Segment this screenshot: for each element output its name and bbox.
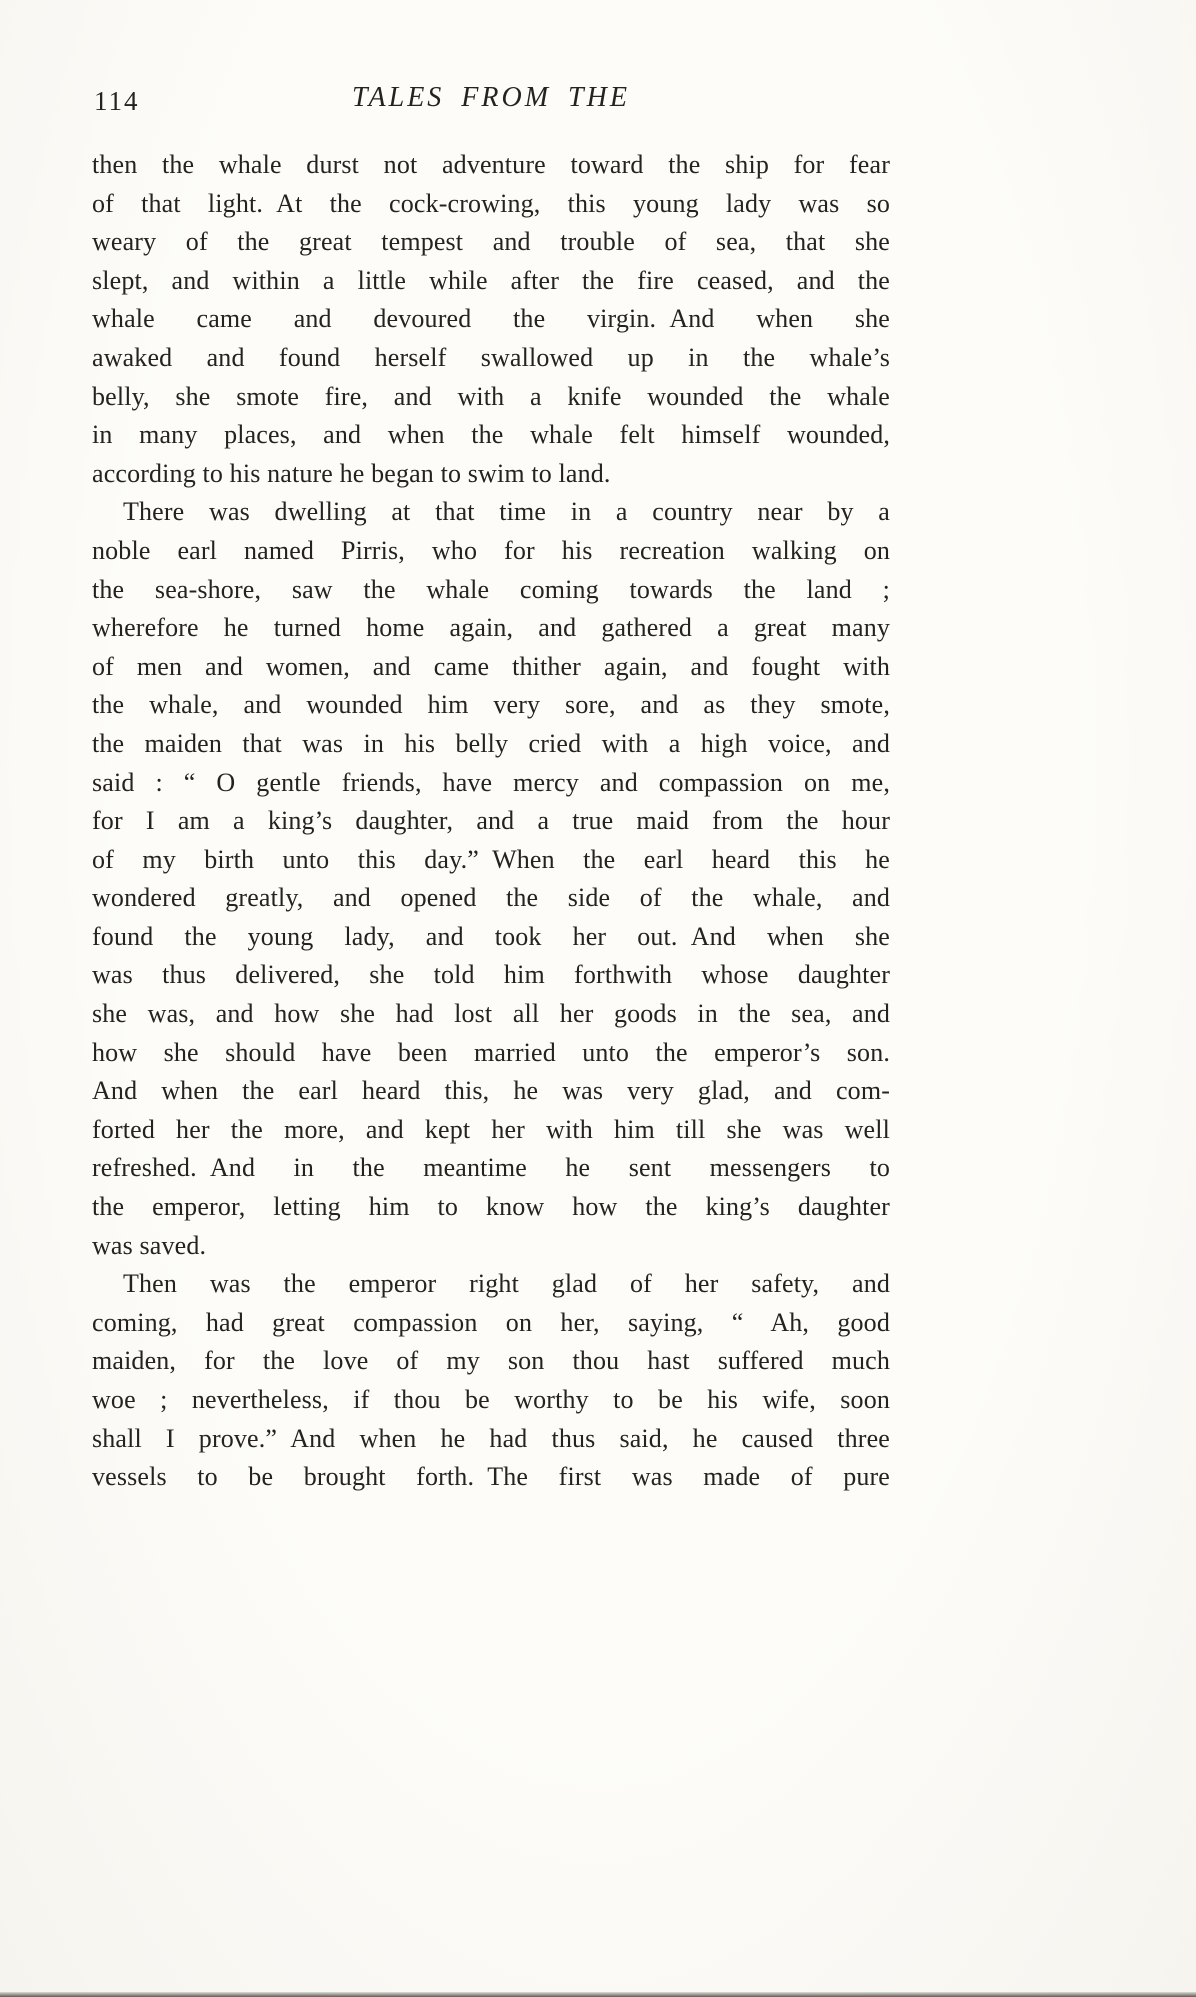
text-line: according to his nature he began to swim to land.: [92, 458, 611, 488]
text-line: Then was the emperor right glad of her safety, and: [123, 1269, 890, 1299]
paragraph: [92, 146, 890, 493]
text-line: noble earl named Pirris, who for his recreation walking on: [92, 535, 890, 565]
text-line: coming, had great compassion on her, saying, “ Ah, good: [92, 1307, 890, 1337]
running-header: [92, 82, 890, 124]
text-line: belly, she smote fire, and with a knife wounded the whale: [92, 381, 890, 411]
text-block: [92, 146, 890, 1497]
page-number: 114: [94, 86, 140, 116]
text-line: woe ; nevertheless, if thou be worthy to be his wife, soon: [92, 1385, 890, 1414]
scan-bottom-edge: [0, 1992, 1196, 1997]
text-line: awaked and found herself swallowed up in the whale’s: [92, 342, 890, 372]
text-line: wondered greatly, and opened the side of the whale, and: [92, 883, 890, 913]
text-line: found the young lady, and took her out. And when she: [92, 921, 890, 951]
text-line: in many places, and when the whale felt himself wounded,: [92, 420, 890, 450]
text-line: vessels to be brought forth. The first was made of pure: [92, 1462, 890, 1492]
text-line: shall I prove.” And when he had thus said, he caused three: [92, 1423, 890, 1453]
paragraph: [92, 1265, 890, 1497]
running-title: TALES FROM THE: [352, 82, 630, 113]
text-line: slept, and within a little while after the fire ceased, and the: [92, 265, 890, 295]
text-line: of my birth unto this day.” When the earl heard this he: [92, 844, 890, 874]
text-line: for I am a king’s daughter, and a true maid from the hour: [92, 806, 890, 836]
text-line: how she should have been married unto the emperor’s son.: [92, 1037, 890, 1067]
text-line: of that light. At the cock-crowing, this young lady was so: [92, 188, 890, 218]
text-line: the whale, and wounded him very sore, and as they smote,: [92, 690, 890, 720]
text-line: weary of the great tempest and trouble of sea, that she: [92, 227, 890, 257]
text-line: the sea-shore, saw the whale coming towards the land ;: [92, 574, 890, 604]
text-line: And when the earl heard this, he was very glad, and com-: [92, 1076, 890, 1106]
text-line: she was, and how she had lost all her goods in the sea, and: [92, 999, 890, 1029]
text-line: was saved.: [92, 1230, 207, 1260]
page-content: [92, 82, 890, 1497]
text-line: was thus delivered, she told him forthwith whose daughter: [92, 960, 890, 990]
text-line: forted her the more, and kept her with him till she was well: [92, 1114, 890, 1144]
text-line: of men and women, and came thither again, and fought with: [92, 651, 890, 681]
text-line: then the whale durst not adventure toward the ship for fear: [92, 150, 890, 179]
text-line: the maiden that was in his belly cried with a high voice, and: [92, 728, 890, 758]
text-line: refreshed. And in the meantime he sent messengers to: [92, 1153, 890, 1183]
text-line: said : “ O gentle friends, have mercy and compassion on me,: [92, 767, 890, 797]
text-line: There was dwelling at that time in a country near by a: [123, 497, 890, 527]
text-line: maiden, for the love of my son thou hast suffered much: [92, 1346, 890, 1376]
text-line: the emperor, letting him to know how the king’s daughter: [92, 1192, 890, 1222]
text-line: wherefore he turned home again, and gathered a great many: [92, 613, 890, 643]
text-line: whale came and devoured the virgin. And when she: [92, 304, 890, 334]
paragraph: [92, 493, 890, 1265]
